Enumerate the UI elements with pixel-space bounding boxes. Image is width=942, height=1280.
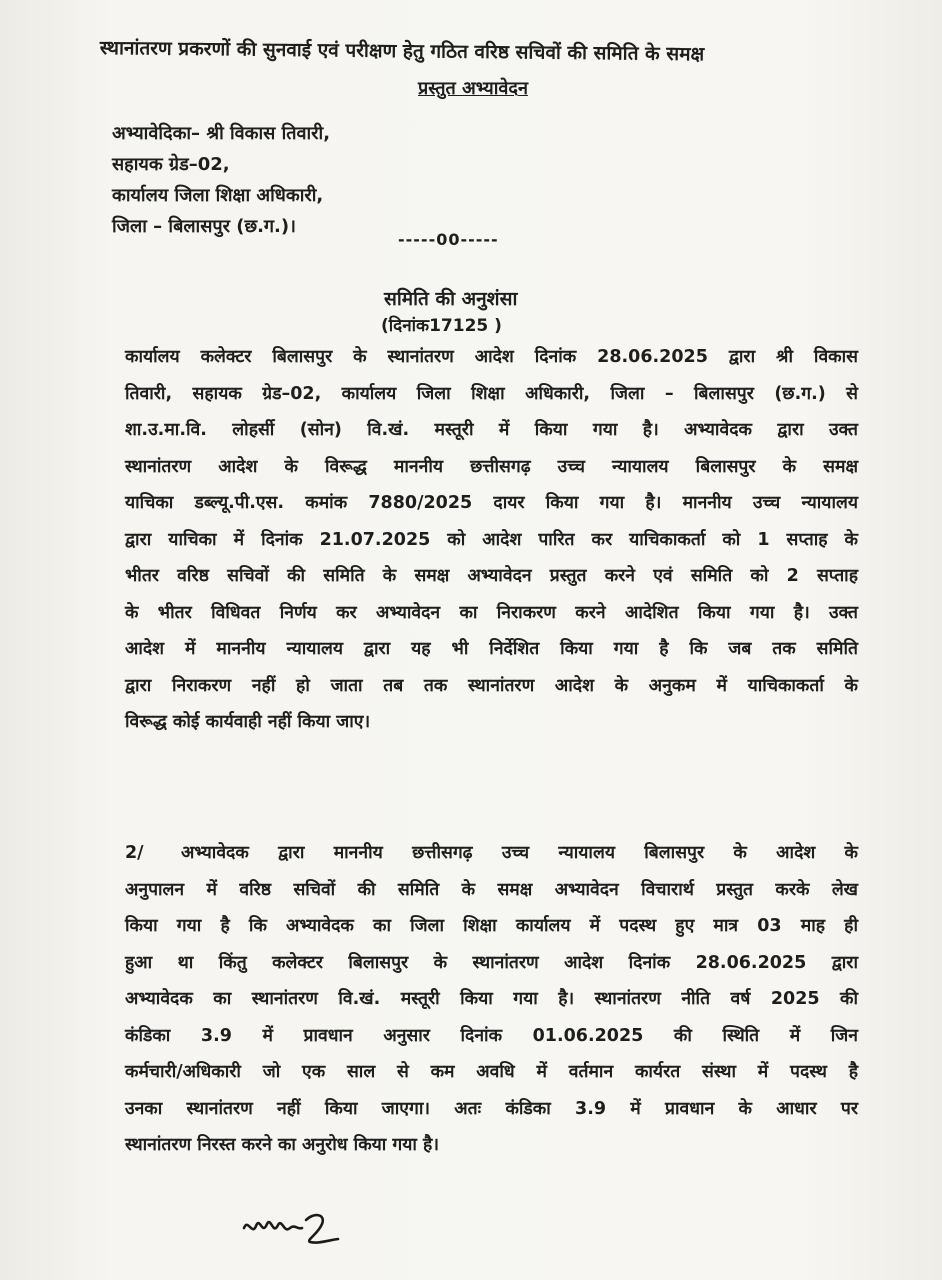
paragraph-line: शा.उ.मा.वि. लोहर्सी (सोन) वि.खं. मस्तूरी में किया गया है। अभ्यावेदक द्वारा उक्त [125,420,858,440]
paragraph-line: अनुपालन में वरिष्ठ सचिवों की समिति के समक्ष अभ्यावेदन विचारार्थ प्रस्तुत करके लेख [125,879,858,900]
section-title: समिति की अनुशंसा [384,288,518,310]
paragraph-line: किया गया है कि अभ्यावेदक का जिला शिक्षा कार्यालय में पदस्थ हुए मात्र 03 माह ही [125,916,858,936]
applicant-line: सहायक ग्रेड–02, [112,154,230,175]
section-date: (दिनांक17125 ) [381,316,502,336]
paragraph-line: हुआ था किंतु कलेक्टर बिलासपुर के स्थानांतरण आदेश दिनांक 28.06.2025 द्वारा [125,952,858,973]
paragraph-line: द्वारा निराकरण नहीं हो जाता तब तक स्थानांतरण आदेश के अनुकम में याचिकाकर्ता के [125,675,858,696]
paragraph-1 [125,339,858,741]
paragraph-line: द्वारा याचिका में दिनांक 21.07.2025 को आदेश पारित कर याचिकाकर्ता को 1 सप्ताह के [125,529,858,550]
paragraph-line: कार्यालय कलेक्टर बिलासपुर के स्थानांतरण आदेश दिनांक 28.06.2025 द्वारा श्री विकास [125,347,858,367]
paragraph-number: 2/ [125,843,144,863]
paragraph-line: स्थानांतरण निरस्त करने का अनुरोध किया गया है। [125,1135,439,1155]
applicant-line: कार्यालय जिला शिक्षा अधिकारी, [112,185,324,206]
paragraph-line [125,835,858,872]
paragraph-line: तिवारी, सहायक ग्रेड–02, कार्यालय जिला शिक्षा अधिकारी, जिला – बिलासपुर (छ.ग.) से [125,383,858,404]
paragraph-line: याचिका डब्ल्यू.पी.एस. कमांक 7880/2025 दायर किया गया है। माननीय उच्च न्यायालय [125,493,858,513]
paragraph-line: के भीतर विधिवत निर्णय कर अभ्यावेदन का निराकरण करने आदेशित किया गया है। उक्त [125,602,858,623]
applicant-address [112,118,330,242]
paragraph-line: अभ्यावेदक का स्थानांतरण वि.खं. मस्तूरी किया गया है। स्थानांतरण नीति वर्ष 2025 की [125,989,858,1009]
paragraph-line: कर्मचारी/अधिकारी जो एक साल से कम अवधि में वर्तमान कार्यरत संस्था में पदस्थ है [125,1062,858,1082]
document-heading: स्थानांतरण प्रकरणों की सुनवाई एवं परीक्षण हेतु गठित वरिष्ठ सचिवों की समिति के समक्ष [99,36,705,66]
separator: -----00----- [398,230,499,249]
paragraph-line: भीतर वरिष्ठ सचिवों की समिति के समक्ष अभ्यावेदन प्रस्तुत करने एवं समिति को 2 सप्ताह [125,566,858,586]
applicant-line: जिला – बिलासपुर (छ.ग.)। [112,216,296,237]
paragraph-line: आदेश में माननीय न्यायालय द्वारा यह भी निर्देशित किया गया है कि जब तक समिति [125,639,858,659]
paragraph-line: कंडिका 3.9 में प्रावधान अनुसार दिनांक 01.06.2025 की स्थिति में जिन [125,1025,858,1046]
handwritten-signature [240,1206,350,1256]
paragraph-line-text: अभ्यावेदक द्वारा माननीय छत्तीसगढ़ उच्च न्यायालय बिलासपुर के आदेश के [181,843,858,863]
applicant-line: अभ्यावेदिका– श्री विकास तिवारी, [112,123,331,144]
paragraph-line: विरूद्ध कोई कार्यवाही नहीं किया जाए। [125,712,371,732]
document-subheading: प्रस्तुत अभ्यावेदन [418,78,528,99]
paragraph-2 [125,835,858,1164]
paragraph-line: स्थानांतरण आदेश के विरूद्ध माननीय छत्तीसगढ़ उच्च न्यायालय बिलासपुर के समक्ष [125,456,858,477]
paragraph-line: उनका स्थानांतरण नहीं किया जाएगा। अतः कंडिका 3.9 में प्रावधान के आधार पर [125,1098,858,1119]
